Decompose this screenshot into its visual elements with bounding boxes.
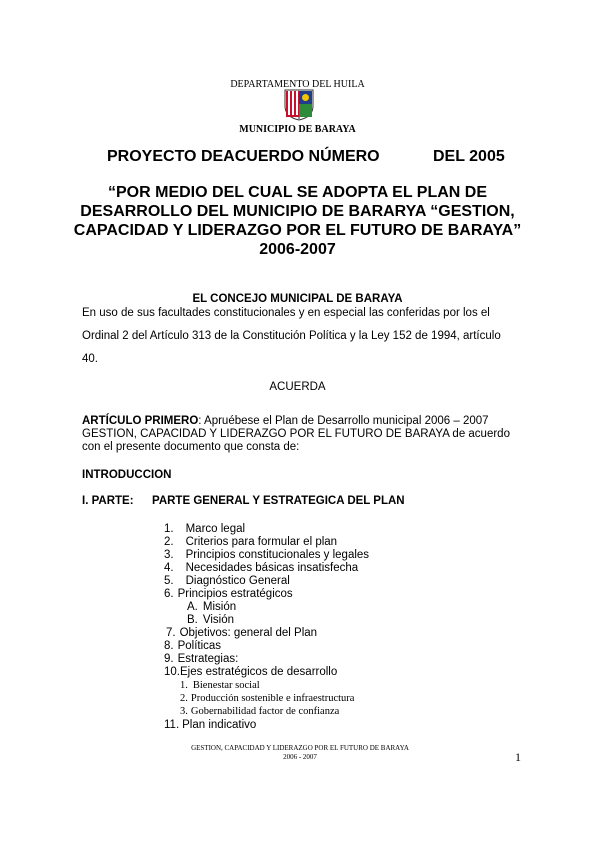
subtitle-line-2: DESARROLLO DEL MUNICIPIO DE BARARYA “GESTION,: [80, 203, 515, 220]
list-item: 9. Estrategias:: [164, 653, 239, 665]
part-label: I. PARTE:: [82, 495, 134, 507]
subtitle-line-4: 2006-2007: [259, 241, 336, 258]
list-item: B. Visión: [187, 614, 234, 626]
municipality-header: MUNICIPIO DE BARAYA: [239, 124, 356, 135]
part-title: PARTE GENERAL Y ESTRATEGICA DEL PLAN: [152, 495, 405, 507]
municipal-coat-of-arms: [284, 89, 314, 121]
article-label: ARTÍCULO PRIMERO: [82, 415, 199, 427]
list-item: 10.Ejes estratégicos de desarrollo: [164, 666, 338, 678]
footer-line-1: GESTION, CAPACIDAD Y LIDERAZGO POR EL FUTURO DE BARAYA: [191, 744, 409, 752]
list-item: 7. Objetivos: general del Plan: [166, 627, 318, 639]
project-title: PROYECTO DEACUERDO NÚMERO: [107, 148, 380, 165]
list-item: 8. Políticas: [164, 640, 222, 652]
subtitle-line-1: “POR MEDIO DEL CUAL SE ADOPTA EL PLAN DE: [108, 184, 487, 201]
shield-logo: [284, 89, 314, 121]
introduction-heading: INTRODUCCION: [82, 469, 172, 481]
council-heading: EL CONCEJO MUNICIPAL DE BARAYA: [192, 293, 403, 305]
list-subitem: 3. Gobernabilidad factor de confianza: [180, 706, 340, 717]
list-item: 3. Principios constitucionales y legales: [164, 549, 370, 561]
list-item: A. Misión: [187, 601, 237, 613]
list-item: 2. Criterios para formular el plan: [164, 536, 338, 548]
page-number: 1: [515, 750, 521, 764]
list-item: 5. Diagnóstico General: [164, 575, 290, 587]
list-item: 1. Marco legal: [164, 523, 246, 535]
project-year: DEL 2005: [433, 148, 505, 165]
list-item: 4. Necesidades básicas insatisfecha: [164, 562, 359, 574]
list-subitem: 2. Producción sostenible e infraestructura: [180, 693, 355, 704]
list-item: 6. Principios estratégicos: [164, 588, 293, 600]
subtitle-line-3: CAPACIDAD Y LIDERAZGO POR EL FUTURO DE BARAYA”: [73, 222, 522, 239]
article-line-1: [82, 415, 489, 427]
acuerda-heading: ACUERDA: [269, 381, 326, 393]
council-text-line-1: En uso de sus facultades constitucionales y en especial las conferidas por los el: [82, 307, 490, 319]
article-line-1-text: : Apruébese el Plan de Desarrollo municipal 2006 – 2007: [198, 415, 489, 427]
article-line-3: con el presente documento que consta de:: [82, 441, 300, 453]
list-subitem: 1. Bienestar social: [180, 680, 260, 691]
footer-line-2: 2006 - 2007: [283, 753, 317, 761]
list-item: 11. Plan indicativo: [164, 719, 257, 731]
article-line-2: GESTION, CAPACIDAD Y LIDERAZGO POR EL FUTURO DE BARAYA de acuerdo: [82, 428, 510, 440]
department-header: DEPARTAMENTO DEL HUILA: [230, 79, 365, 90]
council-text-line-2: Ordinal 2 del Artículo 313 de la Constitución Política y la Ley 152 de 1994, artículo: [82, 330, 501, 342]
council-text-line-3: 40.: [82, 353, 98, 365]
